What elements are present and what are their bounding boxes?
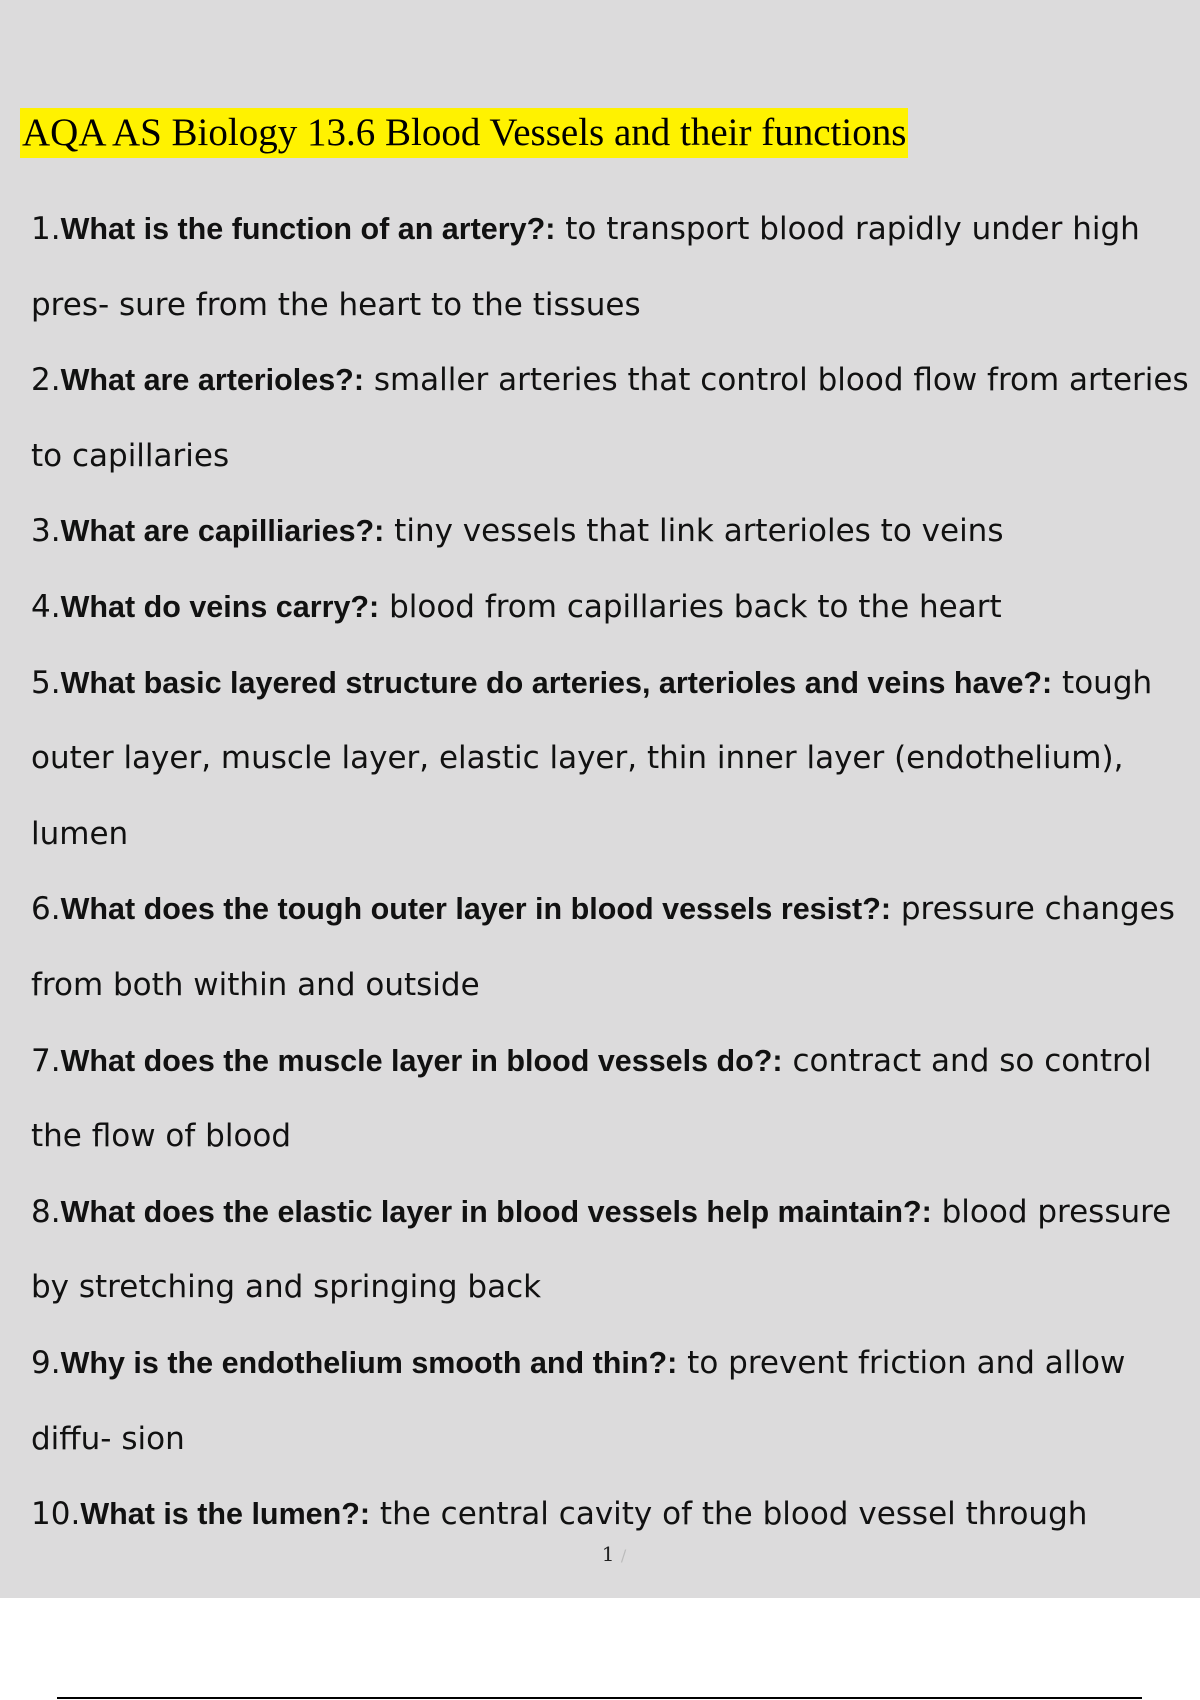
- item-answer: pressure changes from both within and outside: [31, 891, 1175, 1003]
- list-item: [31, 494, 1191, 570]
- item-question: What is the lumen?:: [80, 1497, 371, 1532]
- qa-list: [31, 192, 1191, 1553]
- list-item: [31, 192, 1191, 343]
- item-question: What does the muscle layer in blood vessels do?:: [60, 1043, 783, 1078]
- list-item: [31, 1326, 1191, 1477]
- item-number: 8.: [31, 1193, 61, 1230]
- list-item: [31, 1175, 1191, 1326]
- item-answer: to transport blood rapidly under high pres- sure from the heart to the tissues: [31, 211, 1140, 323]
- list-item: [31, 872, 1191, 1023]
- item-number: 5.: [31, 664, 61, 701]
- item-number: 10.: [31, 1496, 81, 1533]
- item-question: What does the elastic layer in blood vessels help maintain?:: [60, 1194, 932, 1229]
- list-item: [31, 343, 1191, 494]
- item-question: What is the function of an artery?:: [60, 212, 556, 246]
- item-question: What do veins carry?:: [60, 589, 380, 624]
- item-answer: tough outer layer, muscle layer, elastic layer, thin inner layer (endothelium), lumen: [31, 664, 1153, 852]
- list-item: [31, 570, 1191, 646]
- item-question: What does the tough outer layer in blood vessels resist?:: [60, 892, 892, 927]
- page-number-value: 1: [601, 1542, 615, 1566]
- list-item: [31, 646, 1191, 873]
- item-answer: blood pressure by stretching and springing back: [31, 1193, 1172, 1306]
- item-question: Why is the endothelium smooth and thin?:: [60, 1345, 678, 1380]
- item-answer: tiny vessels that link arterioles to veins: [384, 513, 1004, 550]
- item-answer: blood from capillaries back to the heart: [379, 588, 1002, 625]
- document-title: AQA AS Biology 13.6 Blood Vessels and their functions: [20, 108, 908, 158]
- footer-divider: [57, 1697, 1142, 1699]
- item-answer: smaller arteries that control blood flow from arteries to capillaries: [31, 362, 1189, 474]
- page-number: [0, 1542, 1200, 1566]
- item-number: 4.: [31, 588, 61, 625]
- list-item: [31, 1024, 1191, 1175]
- item-answer: to prevent friction and allow diffu- sion: [31, 1344, 1126, 1457]
- page-number-suffix: /: [620, 1546, 627, 1565]
- item-question: What are capilliaries?:: [60, 514, 385, 549]
- item-question: What basic layered structure do arteries, arterioles and veins have?:: [60, 665, 1053, 700]
- item-question: What are arterioles?:: [60, 363, 364, 398]
- item-number: 7.: [31, 1042, 61, 1079]
- item-answer: the central cavity of the blood vessel through: [370, 1496, 1088, 1533]
- item-number: 6.: [31, 891, 61, 928]
- item-answer: contract and so control the flow of blood: [31, 1042, 1152, 1155]
- item-number: 1.: [31, 211, 61, 247]
- item-number: 3.: [31, 513, 61, 550]
- item-number: 2.: [31, 362, 61, 399]
- item-number: 9.: [31, 1344, 61, 1381]
